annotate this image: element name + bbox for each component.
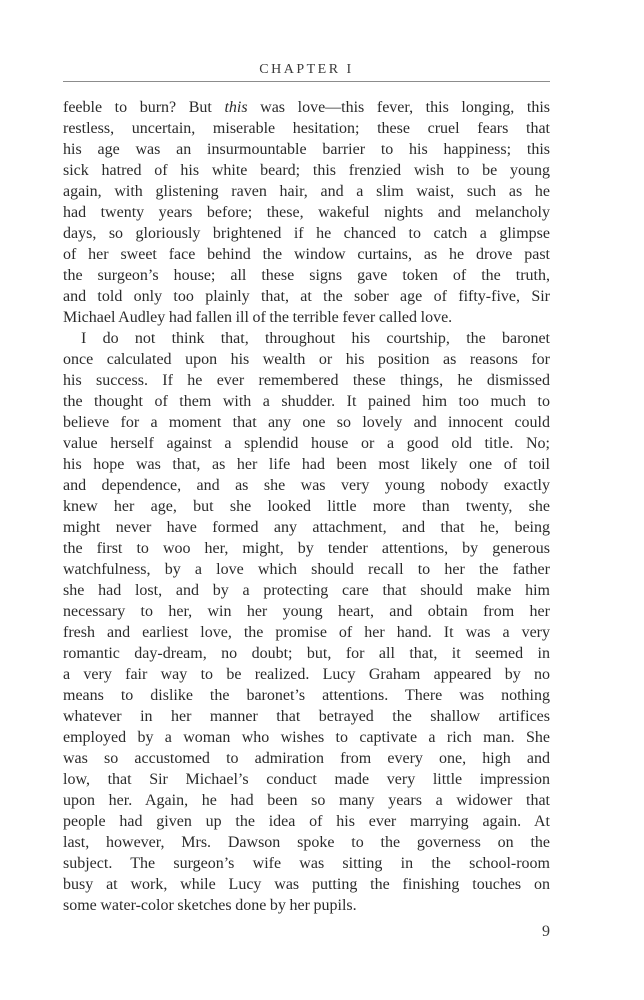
text-line [63,370,550,391]
text-segment: and dependence, and as she was very young nobody exactly [63,477,550,494]
text-segment: was love—this fever, this longing, this [247,99,550,116]
text-line [63,874,550,895]
text-line [63,559,550,580]
text-line [63,853,550,874]
text-line [63,664,550,685]
text-segment: necessary to her, win her young heart, and obtain from her [63,603,550,620]
text-segment: the surgeon’s house; all these signs gave token of the truth, [63,267,550,284]
text-line [63,391,550,412]
text-line [63,181,550,202]
text-line [63,475,550,496]
text-segment: once calculated upon his wealth or his position as reasons for [63,351,550,368]
text-line [63,769,550,790]
text-segment: low, that Sir Michael’s conduct made very little impression [63,771,550,788]
text-line [63,685,550,706]
text-segment: last, however, Mrs. Dawson spoke to the governess on the [63,834,550,851]
text-segment: busy at work, while Lucy was putting the finishing touches on [63,876,550,893]
text-line [63,223,550,244]
text-line [63,139,550,160]
text-segment: a very fair way to be realized. Lucy Graham appeared by no [63,666,550,683]
text-line [63,622,550,643]
text-segment: might never have formed any attachment, and that he, being [63,519,550,536]
text-segment: value herself against a splendid house or a good old title. No; [63,435,550,452]
text-segment: upon her. Again, he had been so many years a widower that [63,792,550,809]
text-segment: she had lost, and by a protecting care that should make him [63,582,550,599]
text-line [63,97,550,118]
text-line [63,706,550,727]
text-line [63,538,550,559]
text-line [63,328,550,349]
text-line [63,811,550,832]
text-segment: believe for a moment that any one so lovely and innocent could [63,414,550,431]
text-line [63,202,550,223]
text-segment: of her sweet face behind the window curtains, as he drove past [63,246,550,263]
text-segment: I do not think that, throughout his courtship, the baronet [81,330,550,347]
text-segment: his age was an insurmountable barrier to his happiness; this [63,141,550,158]
text-segment: romantic day-dream, no doubt; but, for all that, it seemed in [63,645,550,662]
text-segment: days, so gloriously brightened if he chanced to catch a glimpse [63,225,550,242]
text-segment: and told only too plainly that, at the sober age of fifty-five, Sir [63,288,550,305]
text-line [63,160,550,181]
text-segment: Michael Audley had fallen ill of the terrible fever called love. [63,309,453,326]
text-line [63,412,550,433]
text-line [63,832,550,853]
text-line [63,265,550,286]
text-segment: the first to woo her, might, by tender attentions, by generous [63,540,550,557]
text-segment: employed by a woman who wishes to captivate a rich man. She [63,729,550,746]
text-line [63,118,550,139]
text-line [63,790,550,811]
text-segment: again, with glistening raven hair, and a slim waist, such as he [63,183,550,200]
text-block [63,62,550,942]
body-text [63,97,550,916]
text-line [63,286,550,307]
text-segment: the thought of them with a shudder. It pained him too much to [63,393,550,410]
text-line [63,244,550,265]
text-segment: his success. If he ever remembered these things, he dismissed [63,372,550,389]
italic-text: this [224,99,248,116]
text-line [63,517,550,538]
text-segment: some water-color sketches done by her pupils. [63,897,357,914]
text-line [63,433,550,454]
text-line [63,307,550,328]
text-segment: had twenty years before; these, wakeful nights and melancholy [63,204,550,221]
heading-rule [63,81,550,82]
text-line [63,895,550,916]
text-line [63,601,550,622]
text-segment: whatever in her manner that betrayed the shallow artifices [63,708,550,725]
text-line [63,748,550,769]
text-line [63,643,550,664]
text-segment: means to dislike the baronet’s attentions. There was nothing [63,687,550,704]
text-line [63,454,550,475]
text-segment: his hope was that, as her life had been most likely one of toil [63,456,550,473]
text-segment: subject. The surgeon’s wife was sitting in the school-room [63,855,550,872]
text-segment: was so accustomed to admiration from every one, high and [63,750,550,767]
text-line [63,580,550,601]
page-number: 9 [542,923,550,940]
text-segment: knew her age, but she looked little more than twenty, she [63,498,550,515]
chapter-heading: CHAPTER I [259,62,354,77]
text-line [63,349,550,370]
text-line [63,727,550,748]
text-segment: restless, uncertain, miserable hesitation; these cruel fears that [63,120,550,137]
text-segment: feeble to burn? But [63,99,225,116]
text-segment: people had given up the idea of his ever marrying again. At [63,813,550,830]
text-segment: sick hatred of his white beard; this frenzied wish to be young [63,162,550,179]
text-segment: watchfulness, by a love which should recall to her the father [63,561,550,578]
text-line [63,496,550,517]
text-segment: fresh and earliest love, the promise of her hand. It was a very [63,624,550,641]
